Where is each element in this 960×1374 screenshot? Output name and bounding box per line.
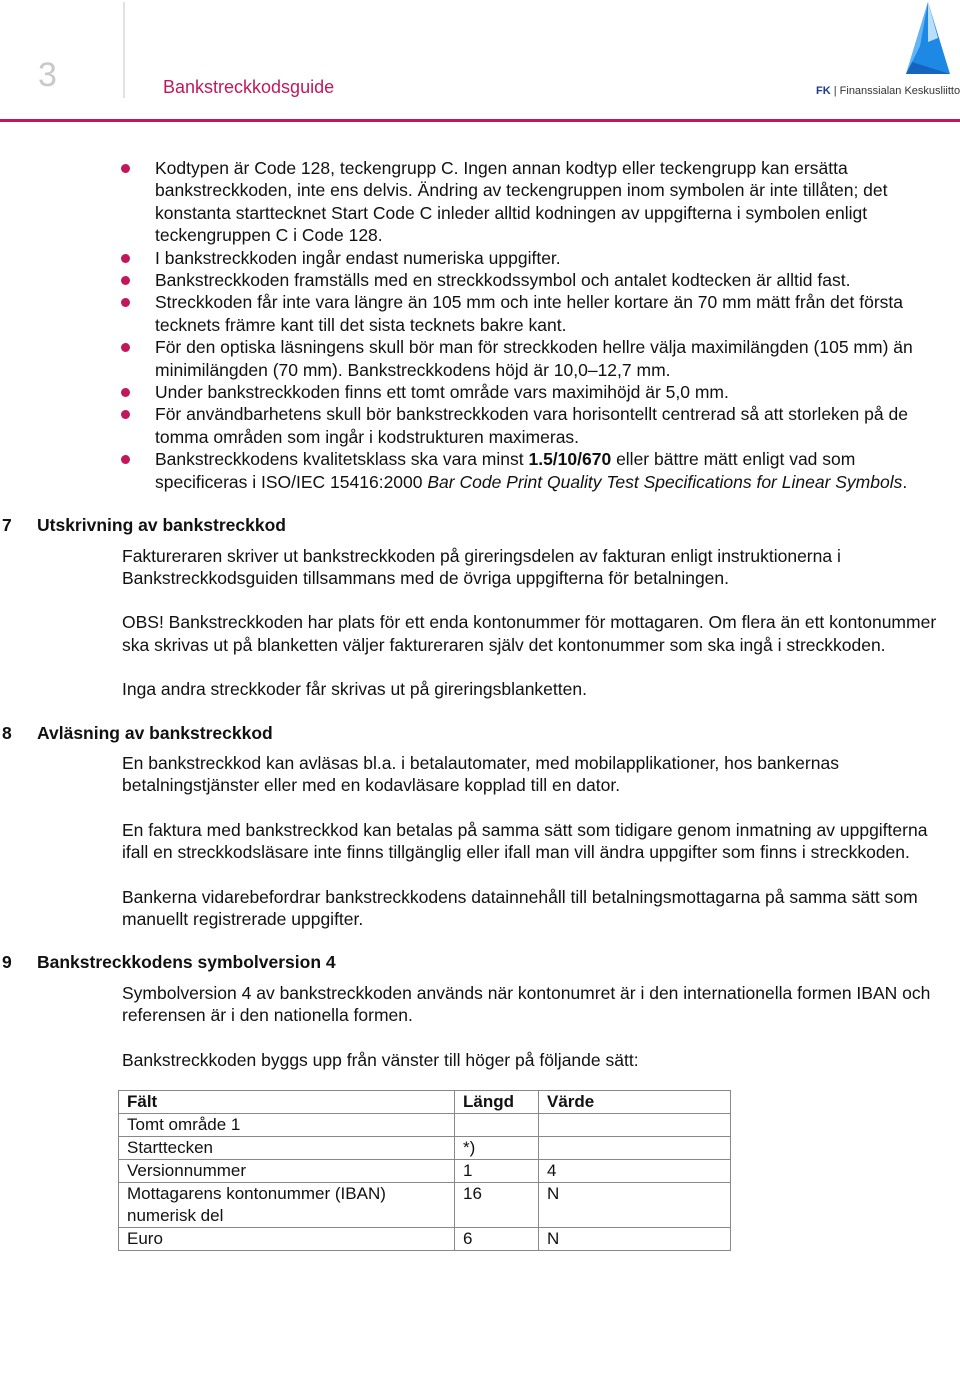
section-heading-8: 8 Avläsning av bankstreckkod (2, 722, 273, 743)
logo-sail-icon (898, 2, 954, 80)
paragraph: OBS! Bankstreckkoden har plats för ett enda kontonummer för mottagaren. Om flera än ett kontonummer ska skrivas ut på blanketten väljer faktureraren själv det kontonummer som ska ingå i streckkoden. (122, 612, 937, 655)
table-cell: 6 (455, 1228, 539, 1251)
header-rule (0, 119, 960, 122)
list-item: För användbarhetens skull bör bankstreckkoden vara horisontellt centrerad så att storleken på de tomma områden som ingår i kodstrukturen maximeras. (155, 403, 950, 448)
table-row (119, 1228, 731, 1251)
paragraph: Symbolversion 4 av bankstreckkoden används när kontonumret är i den internationella formen IBAN och referensen är i den nationella formen. (122, 982, 931, 1026)
requirements-list (0, 157, 950, 493)
header-divider (123, 2, 125, 98)
section-heading-9: 9 Bankstreckkodens symbolversion 4 (2, 952, 336, 973)
fk-logo (812, 0, 960, 110)
paragraph: Inga andra streckkoder får skrivas ut på gireringsblanketten. (122, 679, 587, 700)
list-item: I bankstreckkoden ingår endast numeriska uppgifter. (155, 247, 950, 269)
page-header (0, 0, 960, 120)
table-cell: N (539, 1183, 731, 1228)
list-item: Streckkoden får inte vara längre än 105 mm och inte heller kortare än 70 mm mätt från det första tecknets främre kant till det sista tecknets bakre kant. (155, 291, 950, 336)
table-cell (539, 1114, 731, 1137)
table-row (119, 1160, 731, 1183)
list-item: Bankstreckkoden framställs med en streckkodssymbol och antalet kodtecken är alltid fast. (155, 269, 950, 291)
document-title: Bankstreckkodsguide (163, 77, 335, 97)
column-header: Längd (455, 1091, 539, 1114)
paragraph: En bankstreckkod kan avläsas bl.a. i betalautomater, med mobilapplikationer, hos bankernas betalningstjänster eller med en kodavläsare kopplad till en dator. (122, 752, 839, 796)
table-cell: 1 (455, 1160, 539, 1183)
table-cell: N (539, 1228, 731, 1251)
table-cell: 4 (539, 1160, 731, 1183)
page-number: 3 (38, 56, 57, 94)
paragraph: En faktura med bankstreckkod kan betalas på samma sätt som tidigare genom inmatning av uppgifterna ifall en streckkodsläsare inte finns tillgänglig eller ifall man vill ändra uppgifter som finns i streckkoden. (122, 819, 928, 863)
table-cell: Euro (119, 1228, 455, 1251)
table-cell: Versionnummer (119, 1160, 455, 1183)
table-cell: Mottagarens kontonummer (IBAN) numerisk del (119, 1183, 455, 1228)
page-content (0, 157, 960, 1251)
table-cell: Starttecken (119, 1137, 455, 1160)
paragraph: Faktureraren skriver ut bankstreckkoden på gireringsdelen av fakturan enligt instruktionerna i Bankstreckkodsguiden tillsammans med de övriga uppgifterna för betalningen. (122, 545, 841, 588)
list-item: Bankstreckkodens kvalitetsklass ska vara minst 1.5/10/670 eller bättre mätt enligt vad som specificeras i ISO/IEC 15416:2000 Bar Code Print Quality Test Specifications for Linear Symbols. (155, 448, 950, 493)
table-header-row (119, 1091, 731, 1114)
list-item: Under bankstreckkoden finns ett tomt område vars maximihöjd är 5,0 mm. (155, 381, 950, 403)
logo-text: FK | Finanssialan Keskusliitto (816, 85, 960, 97)
paragraph: Bankerna vidarebefordrar bankstreckkodens datainnehåll till betalningsmottagarna på samma sätt som manuellt registrerade uppgifter. (122, 886, 918, 929)
table-row (119, 1183, 731, 1228)
column-header: Värde (539, 1091, 731, 1114)
table-cell (455, 1114, 539, 1137)
table-row (119, 1137, 731, 1160)
table-row (119, 1114, 731, 1137)
table-cell: *) (455, 1137, 539, 1160)
table-cell (539, 1137, 731, 1160)
column-header: Fält (119, 1091, 455, 1114)
list-item: För den optiska läsningens skull bör man för streckkoden hellre välja maximilängden (105 mm) än minimilängden (70 mm). Bankstreckkodens höjd är 10,0–12,7 mm. (155, 336, 950, 381)
table-cell: 16 (455, 1183, 539, 1228)
field-table (118, 1090, 731, 1251)
section-heading-7: 7 Utskrivning av bankstreckkod (2, 515, 286, 536)
table-cell: Tomt område 1 (119, 1114, 455, 1137)
list-item: Kodtypen är Code 128, teckengrupp C. Ingen annan kodtyp eller teckengrupp kan ersätta bankstreckkoden, inte ens delvis. Ändring av teckengruppen inom symbolen är inte tillåten; det konstanta starttecknet Start Code C inleder alltid kodningen av uppgifterna i symbolen enligt teckengruppen C i Code 128. (155, 157, 950, 247)
paragraph: Bankstreckkoden byggs upp från vänster till höger på följande sätt: (122, 1049, 639, 1070)
